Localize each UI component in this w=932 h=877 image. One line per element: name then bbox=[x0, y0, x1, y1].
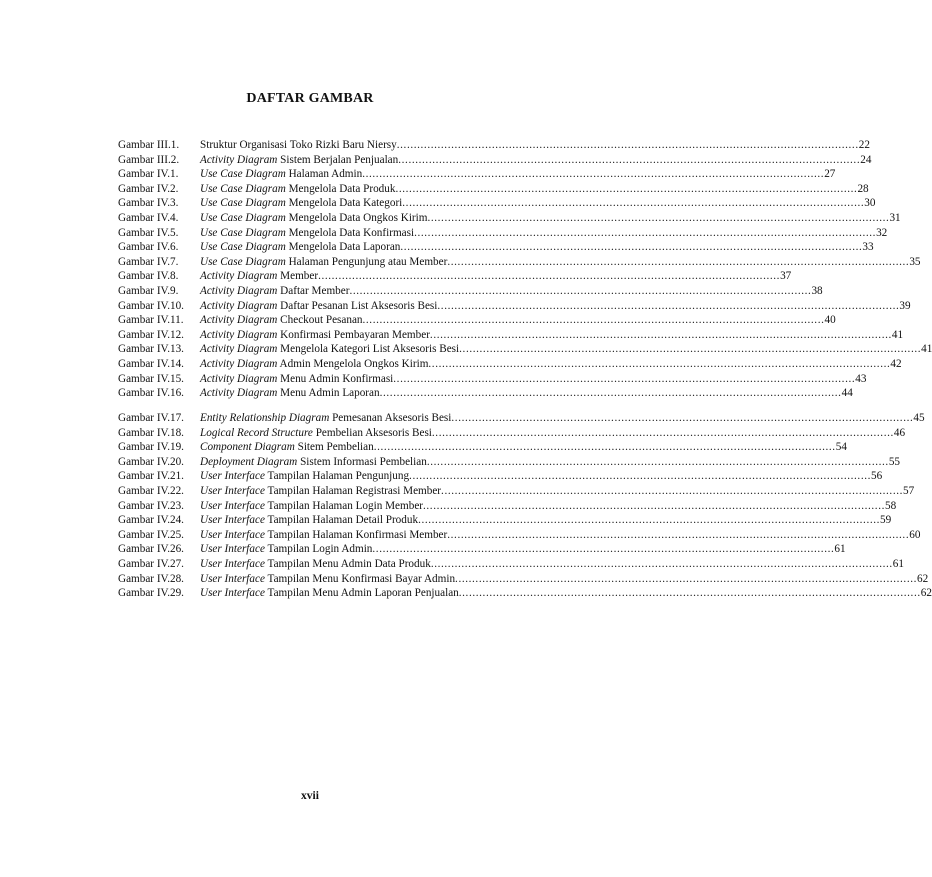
figure-page-number: 42 bbox=[890, 357, 902, 370]
figure-page-number: 40 bbox=[824, 314, 836, 327]
figure-page-number: 59 bbox=[880, 514, 892, 527]
figure-caption bbox=[200, 469, 409, 484]
figure-caption-text: Halaman Admin bbox=[285, 168, 363, 181]
figure-caption bbox=[200, 240, 400, 255]
dot-leader bbox=[427, 211, 889, 226]
figure-page-number: 46 bbox=[893, 426, 906, 439]
figure-entry[interactable] bbox=[118, 513, 892, 528]
figure-caption-emphasis: Activity Diagram bbox=[200, 314, 278, 327]
figure-caption-text: Tampilan Halaman Pengunjung bbox=[264, 470, 410, 483]
figure-caption-text: Checkout Pesanan bbox=[277, 314, 363, 327]
figure-caption bbox=[200, 284, 349, 299]
figure-page-number: 45 bbox=[913, 412, 925, 424]
figure-entry[interactable] bbox=[118, 269, 792, 284]
figure-entry[interactable] bbox=[118, 372, 867, 387]
figure-caption bbox=[200, 499, 423, 514]
figure-caption bbox=[200, 426, 432, 441]
figure-number: Gambar IV.23. bbox=[118, 499, 184, 512]
figure-caption-emphasis: Use Case Diagram bbox=[200, 241, 286, 254]
figure-number: Gambar IV.7. bbox=[118, 255, 179, 268]
dot-leader bbox=[459, 586, 921, 601]
figure-caption-emphasis: Activity Diagram bbox=[200, 372, 278, 385]
figure-page-number: 41 bbox=[891, 328, 904, 341]
page-number: xvii bbox=[301, 790, 319, 802]
figure-caption-emphasis: User Interface bbox=[200, 484, 265, 497]
figure-page-number: 41 bbox=[921, 343, 932, 356]
figure-page-number: 62 bbox=[917, 572, 929, 585]
figure-caption-text: Pembelian Aksesoris Besi bbox=[312, 426, 432, 439]
figure-caption-text: Mengelola Data Produk bbox=[285, 182, 396, 195]
figure-number: Gambar IV.19. bbox=[118, 441, 184, 454]
dot-leader bbox=[441, 484, 903, 499]
figure-number: Gambar IV.20. bbox=[118, 455, 184, 468]
figure-caption bbox=[200, 211, 427, 226]
figure-caption bbox=[200, 586, 459, 601]
figure-number: Gambar IV.15. bbox=[118, 372, 184, 385]
figure-number: Gambar IV.3. bbox=[118, 197, 179, 210]
dot-leader bbox=[349, 284, 811, 299]
figure-caption-text: Tampilan Halaman Konfirmasi Member bbox=[264, 528, 448, 541]
dot-leader bbox=[372, 542, 834, 557]
figure-caption bbox=[200, 167, 362, 182]
dot-leader bbox=[428, 357, 890, 372]
figure-caption bbox=[200, 528, 447, 543]
figure-entry[interactable] bbox=[118, 211, 901, 226]
dot-leader bbox=[430, 328, 892, 343]
figure-entry[interactable] bbox=[118, 557, 904, 572]
dot-leader bbox=[431, 557, 893, 572]
figure-page-number: 56 bbox=[871, 470, 883, 483]
dot-leader bbox=[432, 426, 894, 441]
figure-caption-emphasis: Logical Record Structure bbox=[200, 426, 313, 439]
figure-caption bbox=[200, 372, 393, 387]
figure-page-number: 58 bbox=[885, 499, 897, 512]
dot-leader bbox=[437, 299, 899, 314]
figure-caption bbox=[200, 455, 427, 470]
figure-entry[interactable] bbox=[118, 182, 869, 197]
figure-caption bbox=[200, 328, 430, 343]
figure-entry[interactable] bbox=[118, 528, 921, 543]
dot-leader bbox=[374, 440, 836, 455]
dot-leader bbox=[451, 411, 913, 426]
figure-page-number: 32 bbox=[876, 226, 888, 239]
figure-caption-text: Tampilan Menu Admin Data Produk bbox=[264, 557, 431, 570]
dot-leader bbox=[423, 499, 885, 514]
dot-leader bbox=[363, 313, 825, 328]
figure-caption bbox=[200, 196, 402, 211]
figure-page-number: 55 bbox=[888, 455, 901, 468]
figure-number: Gambar IV.28. bbox=[118, 572, 184, 585]
figure-caption bbox=[200, 153, 398, 168]
figure-page-number: 57 bbox=[903, 484, 915, 497]
figure-number: Gambar IV.17. bbox=[118, 412, 184, 424]
figure-entry[interactable] bbox=[118, 586, 932, 601]
figure-page-number: 30 bbox=[864, 197, 876, 210]
figure-caption bbox=[200, 269, 318, 284]
figure-caption-text: Tampilan Login Admin bbox=[264, 543, 373, 556]
figure-caption-emphasis: User Interface bbox=[200, 587, 265, 600]
figure-number: Gambar IV.16. bbox=[118, 387, 184, 400]
figure-caption-text: Mengelola Data Laporan bbox=[285, 241, 401, 254]
figure-entry[interactable] bbox=[118, 455, 901, 470]
figure-number: Gambar IV.4. bbox=[118, 211, 179, 224]
figure-caption-emphasis: Use Case Diagram bbox=[200, 211, 286, 224]
figure-caption bbox=[200, 342, 459, 357]
figure-caption bbox=[200, 138, 397, 153]
figure-number: Gambar IV.12. bbox=[118, 328, 184, 341]
dot-leader bbox=[393, 372, 855, 387]
figure-page-number: 39 bbox=[899, 299, 911, 312]
figure-page-number: 22 bbox=[858, 139, 870, 151]
figure-page-number: 54 bbox=[835, 441, 847, 454]
figure-entry[interactable] bbox=[118, 542, 846, 557]
figure-page-number: 33 bbox=[862, 241, 874, 254]
figure-entry[interactable] bbox=[118, 328, 904, 343]
figure-caption bbox=[200, 226, 414, 241]
figure-number: Gambar IV.18. bbox=[118, 426, 184, 439]
figure-number: Gambar IV.1. bbox=[118, 168, 179, 181]
figure-number: Gambar IV.5. bbox=[118, 226, 179, 239]
figure-caption bbox=[200, 386, 380, 401]
dot-leader bbox=[402, 196, 864, 211]
figure-caption bbox=[200, 411, 451, 426]
figure-number: Gambar IV.8. bbox=[118, 270, 179, 283]
figure-entry[interactable] bbox=[118, 484, 915, 499]
figure-caption-text: Menu Admin Konfirmasi bbox=[277, 372, 394, 385]
figure-caption-emphasis: Activity Diagram bbox=[200, 153, 278, 166]
figure-caption-emphasis: Entity Relationship Diagram bbox=[200, 412, 330, 424]
figure-number: Gambar III.1. bbox=[118, 139, 180, 151]
figure-number: Gambar IV.27. bbox=[118, 557, 184, 570]
dot-leader bbox=[397, 138, 859, 153]
figure-caption-emphasis: Deployment Diagram bbox=[200, 455, 298, 468]
figure-caption-emphasis: Use Case Diagram bbox=[200, 182, 286, 195]
figure-caption-emphasis: Use Case Diagram bbox=[200, 226, 286, 239]
figure-number: Gambar IV.21. bbox=[118, 470, 184, 483]
figure-page-number: 61 bbox=[892, 557, 904, 570]
figure-number: Gambar IV.22. bbox=[118, 484, 184, 497]
figure-caption-emphasis: Activity Diagram bbox=[200, 343, 278, 356]
figure-caption-emphasis: Activity Diagram bbox=[200, 270, 278, 283]
figure-caption-text: Menu Admin Laporan bbox=[277, 387, 380, 400]
figure-caption bbox=[200, 299, 437, 314]
figure-page-number: 38 bbox=[811, 284, 823, 297]
figure-caption-emphasis: Use Case Diagram bbox=[200, 168, 286, 181]
figure-caption-text: Mengelola Kategori List Aksesoris Besi bbox=[277, 343, 460, 356]
figure-caption-text: Daftar Pesanan List Aksesoris Besi bbox=[277, 299, 438, 312]
figure-caption-text: Struktur Organisasi Toko Rizki Baru Niersy bbox=[200, 139, 397, 151]
figure-caption bbox=[200, 255, 447, 270]
figure-entry[interactable] bbox=[118, 240, 874, 255]
figure-entry[interactable] bbox=[118, 386, 853, 401]
figure-caption bbox=[200, 357, 428, 372]
figure-caption bbox=[200, 542, 372, 557]
figure-caption-emphasis: User Interface bbox=[200, 528, 265, 541]
dot-leader bbox=[380, 386, 842, 401]
figure-entry[interactable] bbox=[118, 255, 921, 270]
figure-number: Gambar IV.9. bbox=[118, 284, 179, 297]
figure-entry[interactable] bbox=[118, 411, 925, 426]
figure-number: Gambar III.2. bbox=[118, 153, 180, 166]
dot-leader bbox=[418, 513, 880, 528]
figure-page-number: 61 bbox=[834, 543, 846, 556]
dot-leader bbox=[455, 572, 917, 587]
figure-number: Gambar IV.13. bbox=[118, 343, 184, 356]
figure-number: Gambar IV.14. bbox=[118, 357, 184, 370]
figure-caption-text: Tampilan Halaman Detail Produk bbox=[264, 514, 419, 527]
figure-number: Gambar IV.10. bbox=[118, 299, 184, 312]
figure-entry[interactable] bbox=[118, 313, 836, 328]
figure-caption-text: Konfirmasi Pembayaran Member bbox=[277, 328, 430, 341]
figure-caption bbox=[200, 513, 418, 528]
figure-entry[interactable] bbox=[118, 153, 872, 168]
figure-entry[interactable] bbox=[118, 357, 902, 372]
figure-page-number: 43 bbox=[855, 372, 867, 385]
dot-leader bbox=[447, 255, 909, 270]
figure-caption-text: Sistem Informasi Pembelian bbox=[297, 455, 427, 468]
figure-entry[interactable] bbox=[118, 138, 870, 153]
figure-page-number: 37 bbox=[780, 270, 792, 283]
figure-caption bbox=[200, 572, 455, 587]
figure-caption-emphasis: Activity Diagram bbox=[200, 299, 278, 312]
figure-entry[interactable] bbox=[118, 299, 911, 314]
figure-caption-emphasis: User Interface bbox=[200, 499, 265, 512]
dot-leader bbox=[395, 182, 857, 197]
figure-entry[interactable] bbox=[118, 167, 836, 182]
dot-leader bbox=[400, 240, 862, 255]
figure-caption-text: Mengelola Data Ongkos Kirim bbox=[285, 211, 428, 224]
figure-caption-emphasis: User Interface bbox=[200, 543, 265, 556]
figure-caption bbox=[200, 484, 441, 499]
figure-caption-emphasis: Component Diagram bbox=[200, 441, 295, 454]
figure-entry[interactable] bbox=[118, 469, 883, 484]
figure-page-number: 27 bbox=[824, 168, 836, 181]
dot-leader bbox=[318, 269, 780, 284]
figure-caption-text: Tampilan Halaman Login Member bbox=[264, 499, 424, 512]
figure-page-number: 44 bbox=[841, 387, 853, 400]
dot-leader bbox=[447, 528, 909, 543]
figure-entry[interactable] bbox=[118, 342, 932, 357]
figure-caption-text: Daftar Member bbox=[277, 284, 350, 297]
figure-number: Gambar IV.11. bbox=[118, 314, 184, 327]
figure-caption-text: Mengelola Data Kategori bbox=[285, 197, 403, 210]
figure-entry[interactable] bbox=[118, 284, 823, 299]
figure-caption-text: Sistem Berjalan Penjualan bbox=[277, 153, 399, 166]
figure-number: Gambar IV.24. bbox=[118, 514, 184, 527]
figure-caption-emphasis: User Interface bbox=[200, 470, 265, 483]
figure-caption-emphasis: Activity Diagram bbox=[200, 357, 278, 370]
figure-caption bbox=[200, 313, 363, 328]
figure-entry[interactable] bbox=[118, 426, 906, 441]
figure-caption-text: Pemesanan Aksesoris Besi bbox=[329, 412, 452, 424]
figure-caption bbox=[200, 182, 395, 197]
figure-caption-text: Sitem Pembelian bbox=[294, 441, 374, 454]
figure-caption-text: Admin Mengelola Ongkos Kirim bbox=[277, 357, 429, 370]
dot-leader bbox=[362, 167, 824, 182]
figure-page-number: 28 bbox=[857, 182, 869, 195]
figure-caption-text: Tampilan Halaman Registrasi Member bbox=[264, 484, 442, 497]
dot-leader bbox=[409, 469, 871, 484]
figure-page-number: 24 bbox=[860, 153, 872, 166]
figure-caption-emphasis: Activity Diagram bbox=[200, 328, 278, 341]
figure-list-group-1 bbox=[118, 138, 932, 401]
figure-page-number: 62 bbox=[920, 587, 932, 600]
figure-caption bbox=[200, 440, 374, 455]
figure-list-group-2 bbox=[118, 411, 932, 601]
figure-page-number: 31 bbox=[889, 211, 901, 224]
figure-caption-text: Mengelola Data Konfirmasi bbox=[285, 226, 415, 239]
page-title: DAFTAR GAMBAR bbox=[246, 91, 374, 106]
figure-entry[interactable] bbox=[118, 499, 897, 514]
figure-caption-text: Member bbox=[277, 270, 319, 283]
figure-caption bbox=[200, 557, 431, 572]
figure-caption-emphasis: Use Case Diagram bbox=[200, 197, 286, 210]
figure-number: Gambar IV.25. bbox=[118, 528, 184, 541]
figure-caption-text: Halaman Pengunjung atau Member bbox=[285, 255, 448, 268]
figure-entry[interactable] bbox=[118, 196, 876, 211]
dot-leader bbox=[459, 342, 921, 357]
figure-caption-emphasis: User Interface bbox=[200, 572, 265, 585]
figure-entry[interactable] bbox=[118, 440, 847, 455]
figure-page-number: 35 bbox=[909, 255, 921, 268]
figure-number: Gambar IV.29. bbox=[118, 587, 184, 600]
figure-number: Gambar IV.26. bbox=[118, 543, 184, 556]
figure-entry[interactable] bbox=[118, 572, 929, 587]
figure-number: Gambar IV.6. bbox=[118, 241, 179, 254]
figure-caption-emphasis: Activity Diagram bbox=[200, 284, 278, 297]
figure-caption-text: Tampilan Menu Konfirmasi Bayar Admin bbox=[264, 572, 456, 585]
figure-caption-emphasis: Activity Diagram bbox=[200, 387, 278, 400]
figure-caption-text: Tampilan Menu Admin Laporan Penjualan bbox=[264, 587, 459, 600]
figure-caption-emphasis: Use Case Diagram bbox=[200, 255, 286, 268]
dot-leader bbox=[398, 153, 860, 168]
figure-number: Gambar IV.2. bbox=[118, 182, 179, 195]
dot-leader bbox=[427, 455, 889, 470]
figure-caption-emphasis: User Interface bbox=[200, 557, 265, 570]
figure-page-number: 60 bbox=[909, 528, 921, 541]
figure-entry[interactable] bbox=[118, 226, 888, 241]
figure-caption-emphasis: User Interface bbox=[200, 514, 265, 527]
dot-leader bbox=[414, 226, 876, 241]
